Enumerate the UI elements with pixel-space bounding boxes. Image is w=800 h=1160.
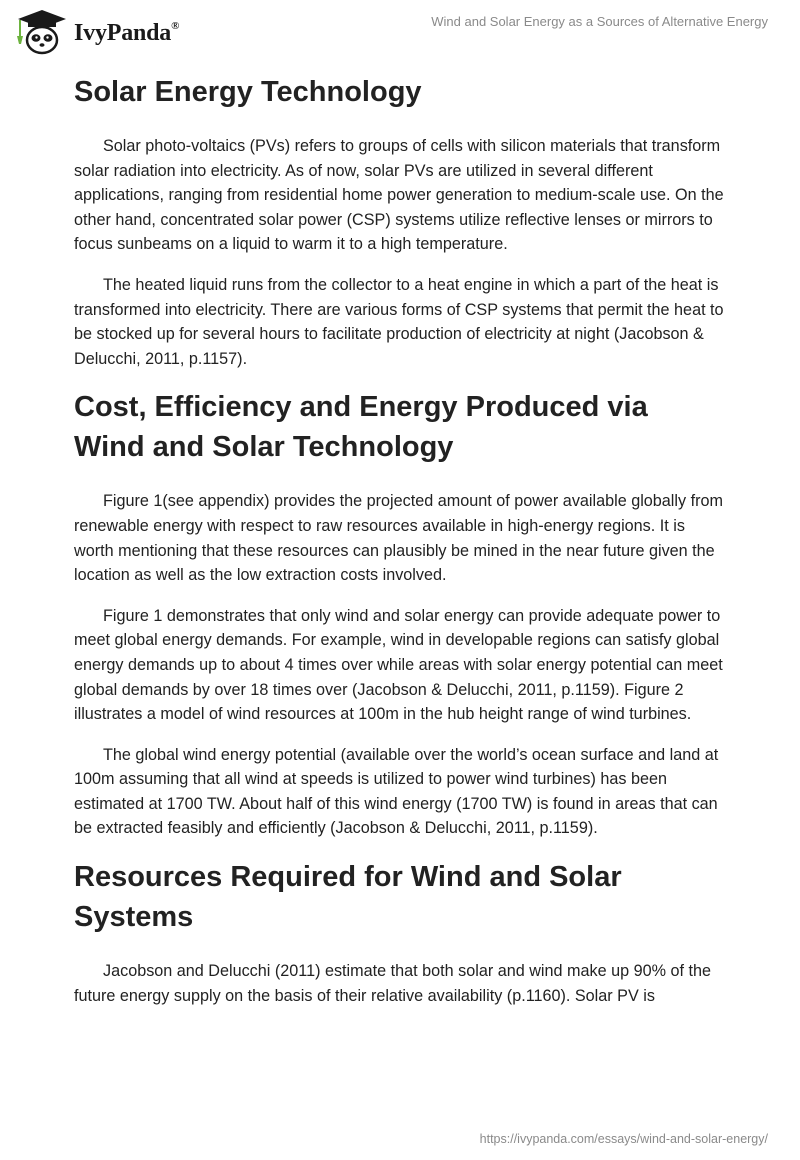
section-heading-resources-required: Resources Required for Wind and Solar Systems [74, 861, 622, 934]
page-header [0, 0, 800, 66]
source-url[interactable]: https://ivypanda.com/essays/wind-and-solar-energy/ [479, 1132, 768, 1146]
brand-name: IvyPanda® [74, 19, 180, 46]
essay-content [74, 70, 726, 1024]
ivypanda-logo[interactable] [14, 8, 179, 58]
paragraph: Solar photo-voltaics (PVs) refers to groups of cells with silicon materials that transform solar radiation into electricity. As of now, solar PVs are utilized in several different applications, ranging from residential home power generation to medium-scale use. On the other hand, concentrated solar power (CSP) systems utilize reflective lenses or mirrors to focus sunbeams on a liquid to warm it to a high temperature. [74, 137, 724, 254]
paragraph: Figure 1(see appendix) provides the projected amount of power available globally from renewable energy with respect to raw resources available in high-energy regions. It is worth mentioning that these resources can plausibly be mined in the near future given the location as well as the low extraction costs involved. [74, 492, 723, 585]
paragraph: Figure 1 demonstrates that only wind and solar energy can provide adequate power to meet global energy demands. For example, wind in developable regions can satisfy global energy demands up to about 4 times over while areas with solar energy potential can meet global demands by over 18 times over (Jacobson & Delucchi, 2011, p.1159). Figure 2 illustrates a model of wind resources at 100m in the hub height range of wind turbines. [74, 606, 723, 724]
paragraph: The heated liquid runs from the collector to a heat engine in which a part of the heat is transformed into electricity. There are various forms of CSP systems that permit the heat to be stocked up for several hours to facilitate production of electricity at night (Jacobson & Delucchi, 2011, p.1157). [74, 275, 724, 368]
section-heading-cost-efficiency: Cost, Efficiency and Energy Produced via Wind and Solar Technology [74, 391, 648, 464]
document-title: Wind and Solar Energy as a Sources of Alternative Energy [431, 14, 768, 29]
panda-graduation-cap-icon [14, 8, 70, 58]
section-heading-solar-energy-technology: Solar Energy Technology [74, 76, 422, 108]
paragraph: The global wind energy potential (available over the world’s ocean surface and land at 100m assuming that all wind at speeds is utilized to power wind turbines) has been estimated at 1700 TW. About half of this wind energy (1700 TW) is found in areas that can be extracted feasibly and efficiently (Jacobson & Delucchi, 2011, p.1159). [74, 745, 719, 838]
paragraph: Jacobson and Delucchi (2011) estimate that both solar and wind make up 90% of the future energy supply on the basis of their relative availability (p.1160). Solar PV is [74, 962, 711, 1005]
